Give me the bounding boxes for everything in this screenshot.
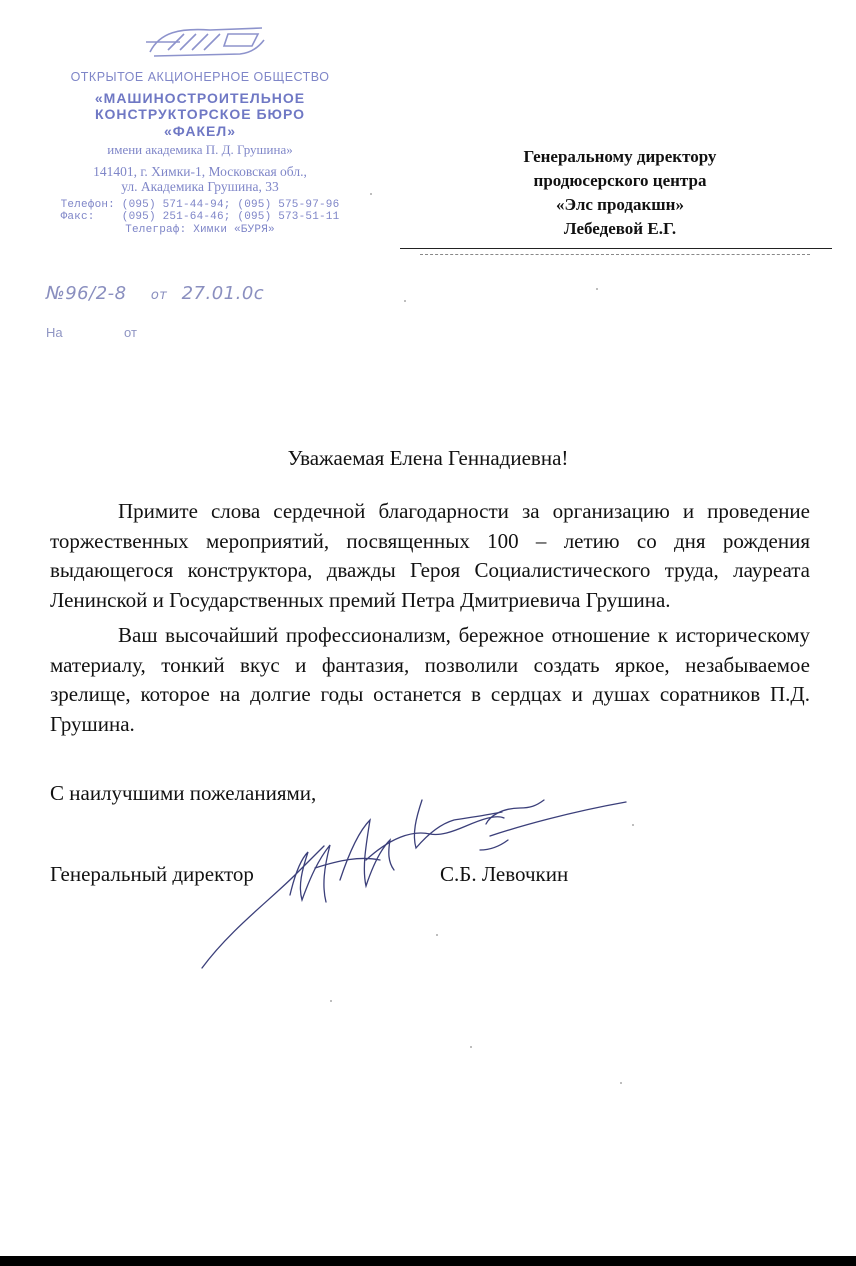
scan-speck	[404, 300, 406, 302]
closing-phrase: С наилучшими пожеланиями,	[50, 781, 317, 805]
fax-line: Факс: (095) 251-64-46; (095) 573-51-11	[60, 211, 340, 224]
outgoing-number-value: №96/2-8	[46, 283, 127, 304]
salutation: Уважаемая Елена Геннадиевна!	[287, 446, 569, 470]
addressee-line-4: Лебедевой Е.Г.	[563, 219, 677, 239]
address-line-2: ул. Академика Грушина, 33	[121, 179, 279, 195]
scan-speck	[370, 193, 372, 195]
org-type: ОТКРЫТОЕ АКЦИОНЕРНОЕ ОБЩЕСТВО	[70, 70, 330, 84]
scan-speck	[620, 1082, 622, 1084]
org-name-line-2: КОНСТРУКТОРСКОЕ БЮРО	[94, 106, 305, 123]
addressee-underline	[400, 248, 832, 249]
scan-speck	[596, 288, 598, 290]
telegraph-line: Телеграф: Химки «БУРЯ»	[125, 223, 275, 236]
phone-line: Телефон: (095) 571-44-94; (095) 575-97-96	[60, 198, 340, 211]
addressee-line-1: Генеральному директору	[523, 147, 717, 166]
letter-body	[50, 497, 810, 745]
paragraph-1: Примите слова сердечной благодарности за организацию и проведение торжественных мероприятий, посвященных 100 – летию со дня рождения выдающегося конструктора, дважды Героя Социалистического труда, лауреата Ленинской и Государственных премий Петра Дмитриевича Грушина.	[50, 499, 810, 612]
scan-bottom-edge	[0, 1256, 856, 1266]
incoming-ot-label: от	[124, 325, 137, 340]
outgoing-number	[46, 283, 264, 304]
letterhead-stamp	[40, 70, 360, 237]
scan-speck	[632, 824, 634, 826]
outgoing-date-value: 27.01.0с	[181, 283, 265, 304]
paragraph-2: Ваш высочайший профессионализм, бережное отношение к историческому материалу, тонкий вкус и фантазия, позволили создать яркое, незабываемое зрелище, которое на долгие годы останется в сердцах и душах соратников П.Д. Грушина.	[50, 623, 810, 736]
scan-speck	[436, 934, 438, 936]
signer-title: Генеральный директор	[50, 862, 254, 886]
addressee-underline-secondary	[420, 254, 810, 255]
fakel-logo-icon	[140, 22, 270, 62]
scan-speck	[330, 1000, 332, 1002]
addressee-block	[470, 145, 770, 242]
org-named-after: имени академика П. Д. Грушина»	[107, 141, 293, 157]
addressee-line-2: продюсерского центра	[533, 171, 707, 191]
address-line-1: 141401, г. Химки-1, Московская обл.,	[93, 163, 307, 179]
incoming-na-label: На	[46, 325, 63, 340]
org-name-line-1: «МАШИНОСТРОИТЕЛЬНОЕ	[94, 90, 306, 107]
org-name-line-3: «ФАКЕЛ»	[164, 122, 236, 139]
outgoing-date-label: от	[150, 288, 168, 303]
addressee-line-3: «Элс продакшн»	[556, 195, 684, 215]
scan-speck	[470, 1046, 472, 1048]
signer-name: С.Б. Левочкин	[440, 862, 569, 886]
handwritten-signature	[190, 790, 650, 980]
